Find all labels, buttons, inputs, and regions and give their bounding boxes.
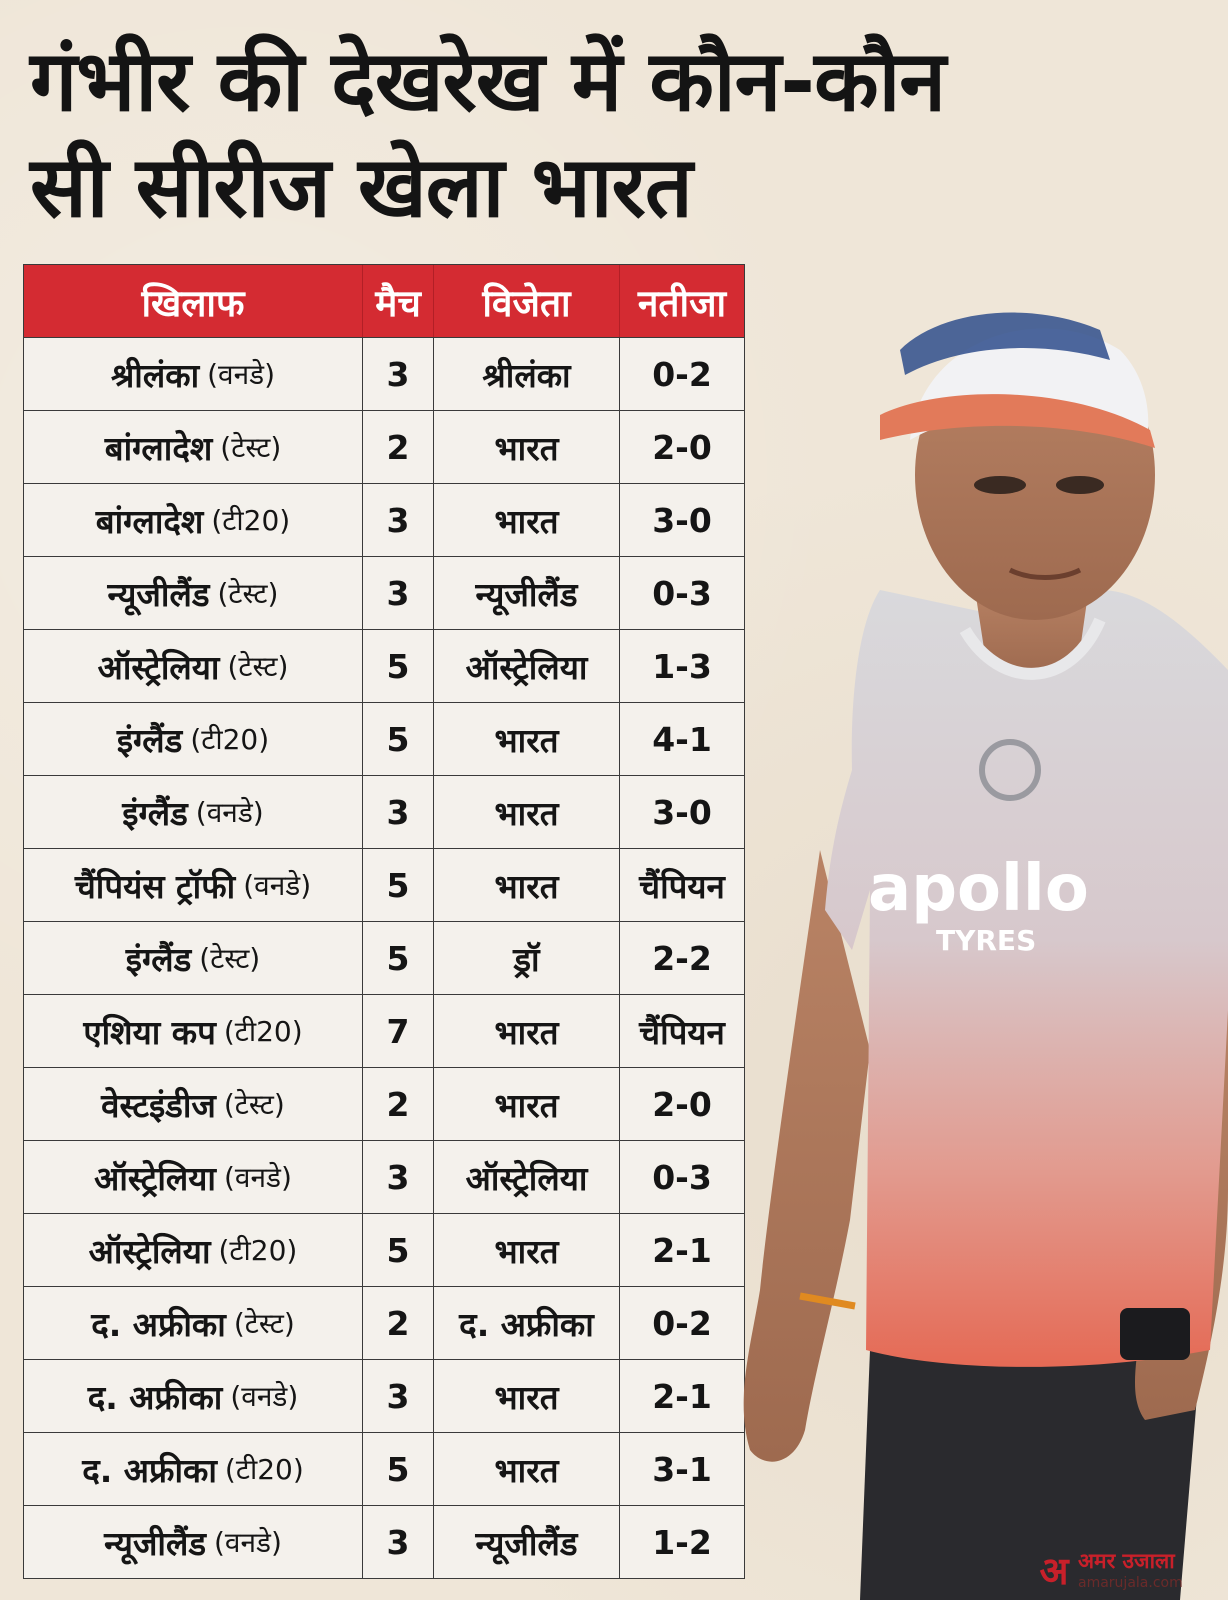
- opponent-name: एशिया कप: [83, 1012, 216, 1052]
- series-format: (टेस्ट): [223, 1088, 285, 1121]
- winner-cell: भारत: [433, 411, 619, 483]
- winner-cell: भारत: [433, 1068, 619, 1140]
- opponent-cell: [24, 338, 362, 410]
- series-format: (वनडे): [230, 1380, 299, 1413]
- opponent-cell: [24, 776, 362, 848]
- matches-cell: 2: [362, 1068, 433, 1140]
- winner-cell: द. अफ्रीका: [433, 1287, 619, 1359]
- opponent-cell: [24, 849, 362, 921]
- opponent-name: इंग्लैंड: [122, 793, 188, 833]
- series-format: (टी20): [218, 1234, 298, 1267]
- series-format: (टेस्ट): [217, 577, 279, 610]
- result-cell: 0-3: [619, 1141, 744, 1213]
- result-cell: 3-0: [619, 484, 744, 556]
- matches-cell: 3: [362, 776, 433, 848]
- result-cell: चैंपियन: [619, 995, 744, 1067]
- logo-mark-icon: अ: [1039, 1549, 1069, 1593]
- opponent-name: वेस्टइंडीज: [101, 1085, 216, 1125]
- opponent-name: इंग्लैंड: [125, 939, 192, 979]
- table-row: [24, 1286, 744, 1359]
- result-cell: 0-2: [619, 338, 744, 410]
- opponent-cell: [24, 1506, 362, 1578]
- matches-cell: 5: [362, 1433, 433, 1505]
- series-format: (वनडे): [207, 358, 276, 391]
- opponent-name: द. अफ्रीका: [82, 1450, 217, 1490]
- table-row: [24, 337, 744, 410]
- winner-cell: भारत: [433, 703, 619, 775]
- winner-cell: ऑस्ट्रेलिया: [433, 1141, 619, 1213]
- matches-cell: 7: [362, 995, 433, 1067]
- header-winner: विजेता: [433, 265, 619, 337]
- matches-cell: 5: [362, 703, 433, 775]
- series-format: (टी20): [190, 723, 270, 756]
- amar-ujala-logo: [1034, 1548, 1222, 1596]
- series-format: (टेस्ट): [233, 1307, 295, 1340]
- opponent-name: बांग्लादेश: [104, 428, 213, 468]
- matches-cell: 3: [362, 338, 433, 410]
- matches-cell: 5: [362, 849, 433, 921]
- opponent-cell: [24, 1141, 362, 1213]
- result-cell: 3-0: [619, 776, 744, 848]
- opponent-cell: [24, 630, 362, 702]
- opponent-name: ऑस्ट्रेलिया: [94, 1158, 216, 1198]
- matches-cell: 3: [362, 557, 433, 629]
- table-row: [24, 629, 744, 702]
- winner-cell: भारत: [433, 995, 619, 1067]
- opponent-name: न्यूजीलैंड: [107, 574, 210, 614]
- opponent-name: ऑस्ट्रेलिया: [88, 1231, 211, 1271]
- svg-text:TYRES: TYRES: [936, 924, 1037, 957]
- matches-cell: 3: [362, 1141, 433, 1213]
- series-format: (टेस्ट): [227, 650, 289, 683]
- table-row: [24, 702, 744, 775]
- table-row: [24, 1505, 744, 1578]
- result-cell: 3-1: [619, 1433, 744, 1505]
- result-cell: 2-0: [619, 1068, 744, 1140]
- result-cell: 0-2: [619, 1287, 744, 1359]
- table-row: [24, 921, 744, 994]
- matches-cell: 2: [362, 1287, 433, 1359]
- winner-cell: भारत: [433, 484, 619, 556]
- page-title: [30, 28, 1210, 240]
- result-cell: 2-2: [619, 922, 744, 994]
- winner-cell: भारत: [433, 849, 619, 921]
- matches-cell: 3: [362, 1360, 433, 1432]
- table-row: [24, 556, 744, 629]
- opponent-name: द. अफ्रीका: [87, 1377, 223, 1417]
- matches-cell: 3: [362, 484, 433, 556]
- opponent-name: बांग्लादेश: [95, 501, 204, 541]
- table-row: [24, 483, 744, 556]
- result-cell: 2-0: [619, 411, 744, 483]
- table-row: [24, 1432, 744, 1505]
- opponent-cell: [24, 922, 362, 994]
- winner-cell: ड्रॉ: [433, 922, 619, 994]
- logo-name: अमर उजाला: [1078, 1549, 1175, 1573]
- opponent-cell: [24, 1214, 362, 1286]
- svg-text:apollo: apollo: [868, 852, 1089, 926]
- coach-photo: [740, 290, 1228, 1600]
- opponent-cell: [24, 995, 362, 1067]
- table-row: [24, 410, 744, 483]
- series-format: (टी20): [224, 1453, 304, 1486]
- opponent-cell: [24, 703, 362, 775]
- result-cell: 0-3: [619, 557, 744, 629]
- series-format: (टी20): [223, 1015, 303, 1048]
- series-format: (वनडे): [223, 1161, 292, 1194]
- result-cell: 1-2: [619, 1506, 744, 1578]
- table-row: [24, 1067, 744, 1140]
- matches-cell: 5: [362, 630, 433, 702]
- opponent-name: न्यूजीलैंड: [104, 1523, 206, 1563]
- series-format: (वनडे): [214, 1526, 282, 1559]
- matches-cell: 2: [362, 411, 433, 483]
- result-cell: 4-1: [619, 703, 744, 775]
- series-format: (वनडे): [243, 869, 312, 902]
- winner-cell: ऑस्ट्रेलिया: [433, 630, 619, 702]
- series-format: (टी20): [211, 504, 291, 537]
- opponent-cell: [24, 1287, 362, 1359]
- winner-cell: भारत: [433, 1360, 619, 1432]
- header-result: नतीजा: [619, 265, 744, 337]
- result-cell: 2-1: [619, 1214, 744, 1286]
- opponent-name: चैंपियंस ट्रॉफी: [74, 866, 236, 906]
- opponent-cell: [24, 1433, 362, 1505]
- table-body: [24, 337, 744, 1578]
- matches-cell: 5: [362, 1214, 433, 1286]
- winner-cell: भारत: [433, 1214, 619, 1286]
- opponent-cell: [24, 557, 362, 629]
- series-table: [23, 264, 745, 1579]
- series-format: (टेस्ट): [199, 942, 261, 975]
- table-row: [24, 1140, 744, 1213]
- table-row: [24, 775, 744, 848]
- winner-cell: न्यूजीलैंड: [433, 557, 619, 629]
- winner-cell: श्रीलंका: [433, 338, 619, 410]
- opponent-cell: [24, 1068, 362, 1140]
- opponent-name: श्रीलंका: [110, 355, 200, 395]
- title-line-2: सी सीरीज खेला भारत: [30, 138, 692, 236]
- matches-cell: 5: [362, 922, 433, 994]
- opponent-cell: [24, 1360, 362, 1432]
- result-cell: 2-1: [619, 1360, 744, 1432]
- table-row: [24, 1213, 744, 1286]
- table-row: [24, 1359, 744, 1432]
- header-matches: मैच: [362, 265, 433, 337]
- winner-cell: भारत: [433, 776, 619, 848]
- logo-url: amarujala.com: [1078, 1575, 1183, 1591]
- opponent-name: द. अफ्रीका: [91, 1304, 226, 1344]
- opponent-cell: [24, 484, 362, 556]
- winner-cell: न्यूजीलैंड: [433, 1506, 619, 1578]
- opponent-name: ऑस्ट्रेलिया: [97, 647, 220, 687]
- opponent-name: इंग्लैंड: [116, 720, 183, 760]
- header-opponent: खिलाफ: [141, 281, 245, 325]
- series-format: (वनडे): [195, 796, 264, 829]
- result-cell: चैंपियन: [619, 849, 744, 921]
- opponent-cell: [24, 411, 362, 483]
- result-cell: 1-3: [619, 630, 744, 702]
- table-row: [24, 994, 744, 1067]
- series-format: (टेस्ट): [220, 431, 282, 464]
- matches-cell: 3: [362, 1506, 433, 1578]
- table-row: [24, 848, 744, 921]
- title-line-1: गंभीर की देखरेख में कौन-कौन: [30, 32, 945, 130]
- table-header: [24, 265, 744, 337]
- winner-cell: भारत: [433, 1433, 619, 1505]
